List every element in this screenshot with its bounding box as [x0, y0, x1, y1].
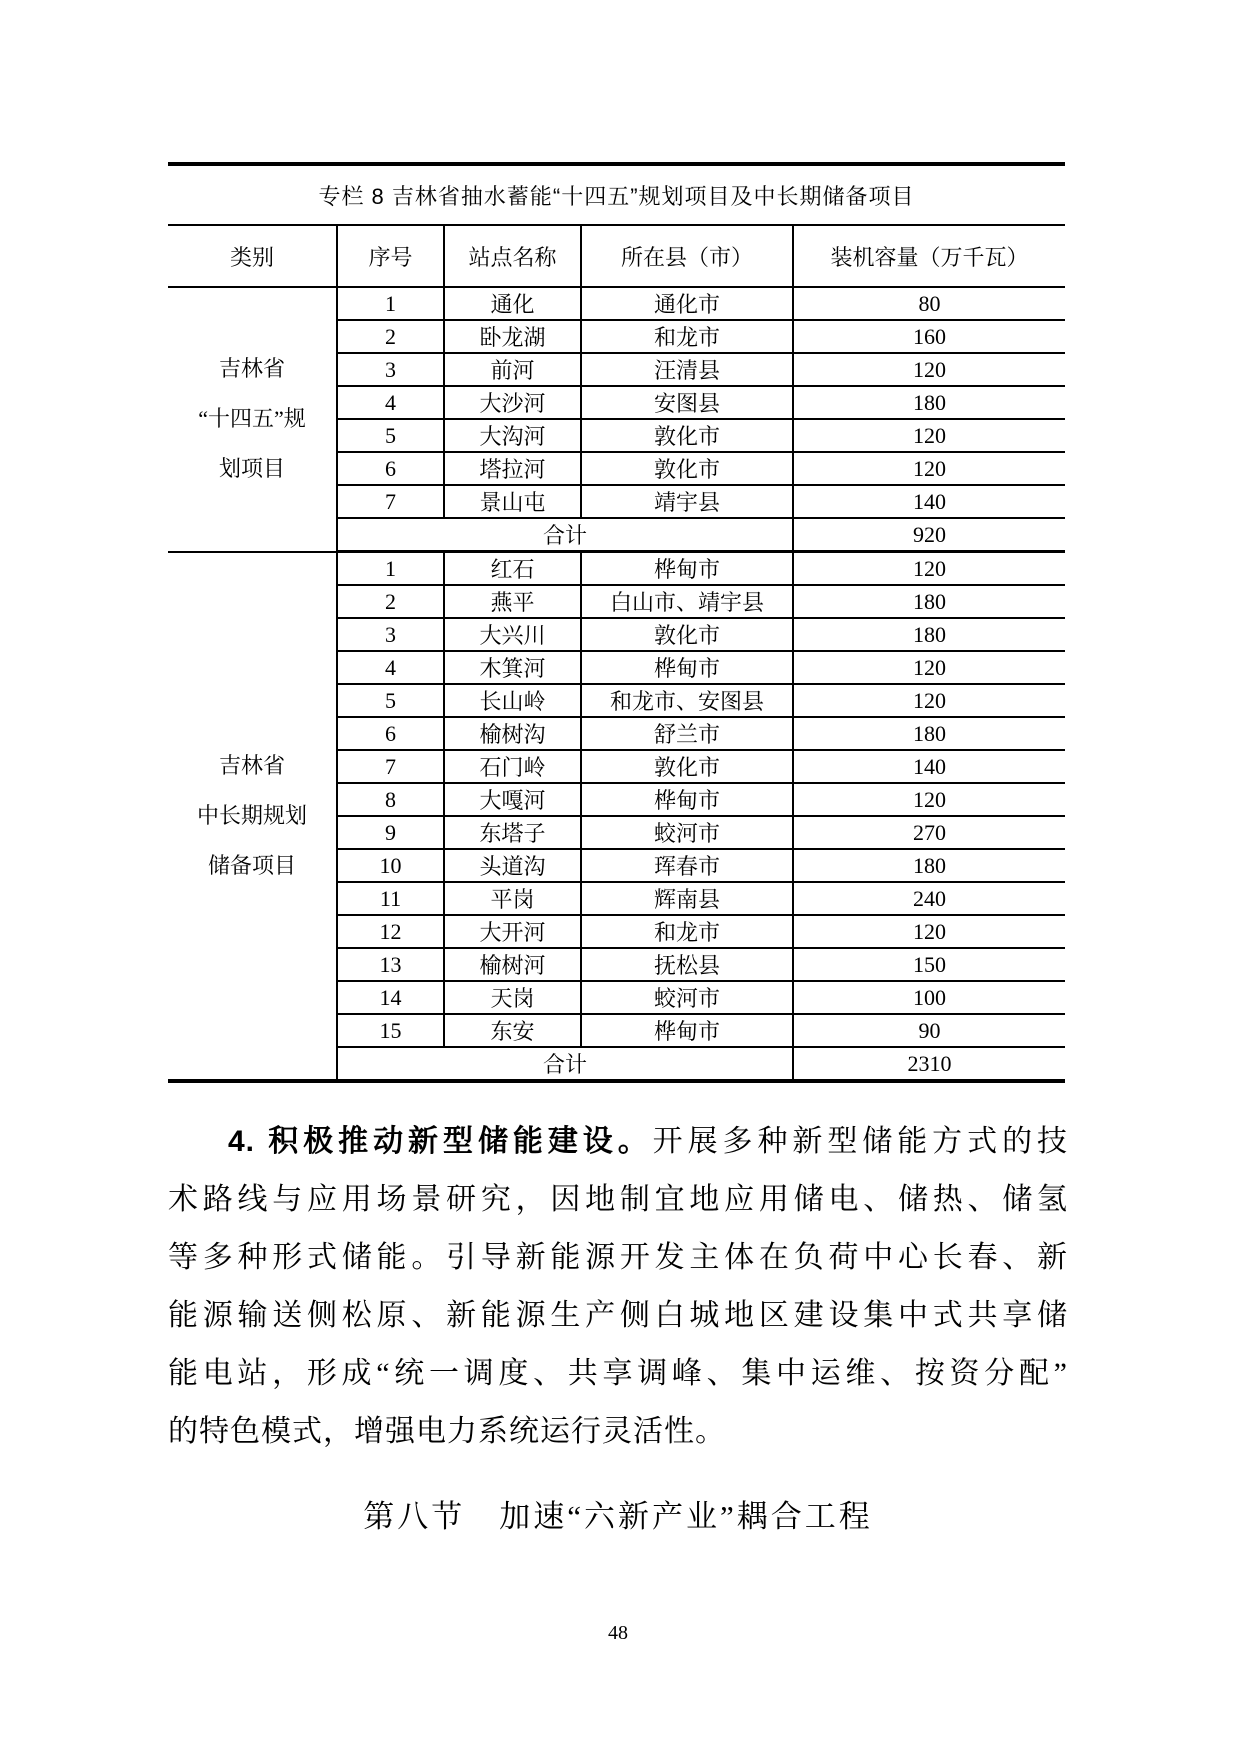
seq-cell: 12 — [337, 915, 444, 948]
station-cell: 大开河 — [444, 915, 581, 948]
table-row — [168, 552, 1065, 586]
seq-cell: 2 — [337, 320, 444, 353]
table-body — [168, 164, 1065, 1081]
capacity-cell: 120 — [793, 452, 1065, 485]
station-cell: 大嘎河 — [444, 783, 581, 816]
county-cell: 蛟河市 — [581, 981, 793, 1014]
capacity-cell: 100 — [793, 981, 1065, 1014]
seq-cell: 7 — [337, 485, 444, 518]
capacity-cell: 270 — [793, 816, 1065, 849]
station-cell: 石门岭 — [444, 750, 581, 783]
total-value-cell: 920 — [793, 518, 1065, 552]
paragraph-line: 的特色模式，增强电力系统运行灵活性。 — [168, 1415, 726, 1448]
county-cell: 辉南县 — [581, 882, 793, 915]
station-cell: 东安 — [444, 1014, 581, 1047]
county-cell: 和龙市、安图县 — [581, 684, 793, 717]
seq-cell: 6 — [337, 717, 444, 750]
county-cell: 抚松县 — [581, 948, 793, 981]
capacity-cell: 90 — [793, 1014, 1065, 1047]
capacity-cell: 120 — [793, 552, 1065, 586]
table-title-row — [168, 164, 1065, 225]
seq-cell: 9 — [337, 816, 444, 849]
seq-cell: 7 — [337, 750, 444, 783]
capacity-cell: 180 — [793, 585, 1065, 618]
station-cell: 前河 — [444, 353, 581, 386]
capacity-cell: 120 — [793, 783, 1065, 816]
pumped-storage-table — [168, 162, 1065, 1083]
seq-cell: 5 — [337, 684, 444, 717]
seq-cell: 11 — [337, 882, 444, 915]
col-header-station: 站点名称 — [444, 225, 581, 287]
county-cell: 桦甸市 — [581, 1014, 793, 1047]
station-cell: 平岗 — [444, 882, 581, 915]
paragraph-bold-lead: 4. 积极推动新型储能建设。 — [228, 1125, 653, 1158]
county-cell: 敦化市 — [581, 618, 793, 651]
category-line: “十四五”规 — [198, 406, 306, 432]
county-cell: 蛟河市 — [581, 816, 793, 849]
seq-cell: 1 — [337, 287, 444, 320]
capacity-cell: 120 — [793, 353, 1065, 386]
category-line: 吉林省 — [218, 356, 285, 382]
category-cell — [168, 552, 337, 1082]
county-cell: 舒兰市 — [581, 717, 793, 750]
seq-cell: 15 — [337, 1014, 444, 1047]
station-cell: 燕平 — [444, 585, 581, 618]
station-cell: 卧龙湖 — [444, 320, 581, 353]
capacity-cell: 180 — [793, 618, 1065, 651]
seq-cell: 14 — [337, 981, 444, 1014]
station-cell: 塔拉河 — [444, 452, 581, 485]
station-cell: 景山屯 — [444, 485, 581, 518]
county-cell: 白山市、靖宇县 — [581, 585, 793, 618]
capacity-cell: 140 — [793, 750, 1065, 783]
category-line: 吉林省 — [218, 752, 285, 778]
total-value-cell: 2310 — [793, 1047, 1065, 1081]
col-header-capacity: 装机容量（万千瓦） — [793, 225, 1065, 287]
county-cell: 桦甸市 — [581, 651, 793, 684]
paragraph-line: 能电站，形成“统一调度、共享调峰、集中运维、按资分配” — [168, 1357, 1068, 1390]
county-cell: 汪清县 — [581, 353, 793, 386]
station-cell: 大沟河 — [444, 419, 581, 452]
seq-cell: 4 — [337, 386, 444, 419]
station-cell: 通化 — [444, 287, 581, 320]
capacity-cell: 160 — [793, 320, 1065, 353]
station-cell: 天岗 — [444, 981, 581, 1014]
county-cell: 和龙市 — [581, 320, 793, 353]
station-cell: 头道沟 — [444, 849, 581, 882]
county-cell: 敦化市 — [581, 452, 793, 485]
total-label-cell: 合计 — [337, 1047, 793, 1081]
station-cell: 榆树沟 — [444, 717, 581, 750]
capacity-cell: 80 — [793, 287, 1065, 320]
station-cell: 红石 — [444, 552, 581, 586]
capacity-cell: 150 — [793, 948, 1065, 981]
table-row — [168, 287, 1065, 320]
station-cell: 东塔子 — [444, 816, 581, 849]
county-cell: 安图县 — [581, 386, 793, 419]
county-cell: 珲春市 — [581, 849, 793, 882]
section-heading: 第八节 加速“六新产业”耦合工程 — [363, 1499, 873, 1534]
capacity-cell: 180 — [793, 849, 1065, 882]
category-line: 储备项目 — [207, 852, 296, 878]
capacity-cell: 120 — [793, 419, 1065, 452]
county-cell: 和龙市 — [581, 915, 793, 948]
category-cell — [168, 287, 337, 552]
seq-cell: 3 — [337, 353, 444, 386]
paragraph-line: 等多种形式储能。引导新能源开发主体在负荷中心长春、新 — [168, 1241, 1068, 1274]
col-header-county: 所在县（市） — [581, 225, 793, 287]
col-header-seq: 序号 — [337, 225, 444, 287]
station-cell: 榆树河 — [444, 948, 581, 981]
category-line: 划项目 — [218, 456, 285, 482]
capacity-cell: 140 — [793, 485, 1065, 518]
county-cell: 桦甸市 — [581, 552, 793, 586]
capacity-cell: 120 — [793, 651, 1065, 684]
col-header-category: 类别 — [168, 225, 337, 287]
total-label-cell: 合计 — [337, 518, 793, 552]
station-cell: 木箕河 — [444, 651, 581, 684]
seq-cell: 2 — [337, 585, 444, 618]
table-title: 专栏 8 吉林省抽水蓄能“十四五”规划项目及中长期储备项目 — [168, 164, 1065, 225]
seq-cell: 10 — [337, 849, 444, 882]
paragraph-line: 术路线与应用场景研究，因地制宜地应用储电、储热、储氢 — [168, 1183, 1068, 1216]
category-line: 中长期规划 — [196, 802, 307, 828]
station-cell: 长山岭 — [444, 684, 581, 717]
capacity-cell: 180 — [793, 717, 1065, 750]
seq-cell: 6 — [337, 452, 444, 485]
station-cell: 大兴川 — [444, 618, 581, 651]
paragraph-line: 4. 积极推动新型储能建设。开展多种新型储能方式的技 — [228, 1125, 1069, 1158]
paragraph-line: 能源输送侧松原、新能源生产侧白城地区建设集中式共享储 — [168, 1299, 1068, 1332]
county-cell: 靖宇县 — [581, 485, 793, 518]
body-paragraph — [168, 1113, 1068, 1461]
seq-cell: 4 — [337, 651, 444, 684]
seq-cell: 8 — [337, 783, 444, 816]
seq-cell: 1 — [337, 552, 444, 586]
capacity-cell: 120 — [793, 684, 1065, 717]
capacity-cell: 240 — [793, 882, 1065, 915]
capacity-cell: 120 — [793, 915, 1065, 948]
seq-cell: 13 — [337, 948, 444, 981]
county-cell: 通化市 — [581, 287, 793, 320]
county-cell: 敦化市 — [581, 419, 793, 452]
county-cell: 桦甸市 — [581, 783, 793, 816]
station-cell: 大沙河 — [444, 386, 581, 419]
county-cell: 敦化市 — [581, 750, 793, 783]
page-number: 48 — [608, 1622, 628, 1644]
capacity-cell: 180 — [793, 386, 1065, 419]
seq-cell: 5 — [337, 419, 444, 452]
seq-cell: 3 — [337, 618, 444, 651]
table-header-row — [168, 225, 1065, 287]
